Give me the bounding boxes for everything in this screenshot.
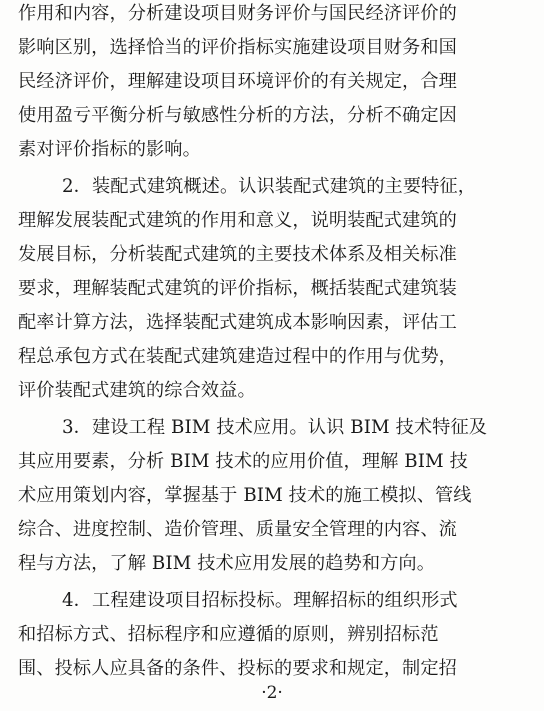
- text-line: 发展目标，分析装配式建筑的主要技术体系及相关标准: [18, 244, 457, 265]
- text-line: 影响区别，选择恰当的评价指标实施建设项目财务和国: [18, 37, 457, 58]
- page-number: ·2·: [261, 683, 283, 703]
- text-line: 和招标方式、招标程序和应遵循的原则，辨别招标范: [18, 624, 439, 645]
- text-line: 综合、进度控制、造价管理、质量安全管理的内容、流: [18, 519, 457, 540]
- text-line: 民经济评价，理解建设项目环境评价的有关规定，合理: [18, 71, 457, 92]
- text-line: 术应用策划内容，掌握基于 BIM 技术的施工模拟、管线: [18, 485, 472, 506]
- text-line: 要求，理解装配式建筑的评价指标，概括装配式建筑装: [18, 278, 457, 299]
- text-line: 理解发展装配式建筑的作用和意义，说明装配式建筑的: [18, 210, 457, 231]
- paragraph-heading-line: 2．装配式建筑概述。认识装配式建筑的主要特征，: [62, 176, 476, 197]
- text-line: 程与方法，了解 BIM 技术应用发展的趋势和方向。: [18, 553, 435, 574]
- text-line: 其应用要素，分析 BIM 技术的应用价值，理解 BIM 技: [18, 451, 468, 472]
- text-line: 作用和内容，分析建设项目财务评价与国民经济评价的: [18, 3, 457, 24]
- text-line: 配率计算方法，选择装配式建筑成本影响因素，评估工: [18, 312, 457, 333]
- text-line: 围、投标人应具备的条件、投标的要求和规定，制定招: [18, 658, 457, 679]
- text-line: 使用盈亏平衡分析与敏感性分析的方法，分析不确定因: [18, 105, 457, 126]
- paragraph-heading-line: 4．工程建设项目招标投标。理解招标的组织形式: [62, 590, 458, 611]
- text-line: 评价装配式建筑的综合效益。: [18, 380, 256, 401]
- text-line: 素对评价指标的影响。: [18, 139, 201, 160]
- text-line: 程总承包方式在装配式建筑建造过程中的作用与优势，: [18, 346, 457, 367]
- paragraph-heading-line: 3．建设工程 BIM 技术应用。认识 BIM 技术特征及: [62, 417, 488, 438]
